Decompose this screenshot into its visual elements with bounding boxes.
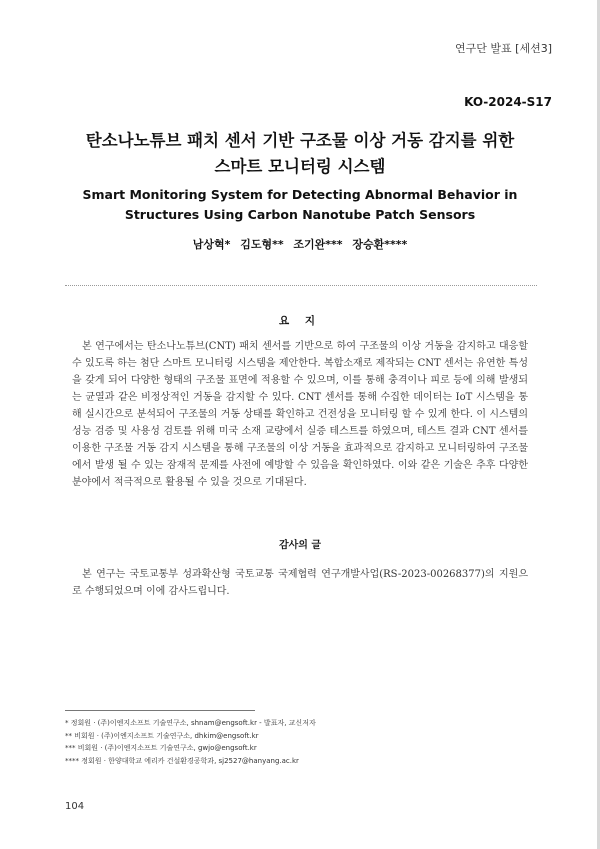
english-title-line-2: Structures Using Carbon Nanotube Patch Sensors xyxy=(124,207,476,222)
author: 조기완*** xyxy=(293,238,343,251)
footnote: *** 비회원 · (주)이엔지소프트 기술연구소, gwjo@engsoft.kr xyxy=(65,744,257,752)
english-title-line-1: Smart Monitoring System for Detecting Abnormal Behavior in xyxy=(82,187,518,202)
footnote-divider xyxy=(65,710,255,711)
page-number: 104 xyxy=(65,801,85,812)
english-title xyxy=(40,185,560,225)
abstract-heading: 요 지 xyxy=(279,315,321,327)
author-list xyxy=(0,236,600,252)
section-divider xyxy=(65,285,537,286)
korean-title-line-1: 탄소나노튜브 패치 센서 기반 구조물 이상 거동 감지를 위한 xyxy=(85,131,515,150)
abstract-body: 본 연구에서는 탄소나노튜브(CNT) 패치 센서를 기반으로 하여 구조물의 이상 거동을 감지하고 대응할 수 있도록 하는 첨단 스마트 모니터링 시스템을 제안한다. 복합소재로 제작되는 CNT 센서는 유연한 특성을 갖게 되어 다양한 형태의 구조물 표면에 적용할 수 있으며, 이를 통해 충격이나 피로 등에 의해 발생되는 균열과 같은 비정상적인 거동을 감지할 수 있다. CNT 센서를 통해 수집한 데이터는 IoT 시스템을 통해 실시간으로 분석되어 구조물의 거동 상태를 확인하고 건전성을 모니터링 할 수 있게 한다. 이 시스템의 성능 검증 및 사용성 검토를 위해 미국 소재 교량에서 실증 테스트를 하였으며, 테스트 결과 CNT 센서를 이용한 구조물 거동 감지 시스템을 통해 구조물의 이상 거동을 효과적으로 감지하고 모니터링하여 구조물에서 발생 될 수 있는 잠재적 문제를 사전에 예방할 수 있음을 확인하였다. 이와 같은 기술은 추후 다양한 분야에서 적극적으로 활용될 수 있을 것으로 기대된다. xyxy=(72,341,528,488)
author: 김도형** xyxy=(240,238,284,251)
korean-title xyxy=(40,128,560,180)
footnote: **** 정회원 · 한양대학교 에리카 건설환경공학과, sj2527@hanyang.ac.kr xyxy=(65,756,299,765)
session-tag: 연구단 발표 [세션3] xyxy=(455,42,552,55)
paper-code: KO-2024-S17 xyxy=(464,95,552,109)
author: 남상혁* xyxy=(192,238,231,251)
footnote: * 정회원 · (주)이엔지소프트 기술연구소, shnam@engsoft.kr - 발표자, 교신저자 xyxy=(65,719,316,727)
author: 장승환**** xyxy=(352,238,408,251)
footnote: ** 비회원 · (주)이엔지소프트 기술연구소, dhkim@engsoft.kr xyxy=(65,731,259,740)
acknowledgement-heading: 감사의 글 xyxy=(278,540,322,551)
korean-title-line-2: 스마트 모니터링 시스템 xyxy=(214,157,386,176)
footnotes xyxy=(65,717,535,767)
acknowledgement-body: 본 연구는 국토교통부 성과확산형 국토교통 국제협력 연구개발사업(RS-2023-00268377)의 지원으로 수행되었으며 이에 감사드립니다. xyxy=(72,569,528,597)
